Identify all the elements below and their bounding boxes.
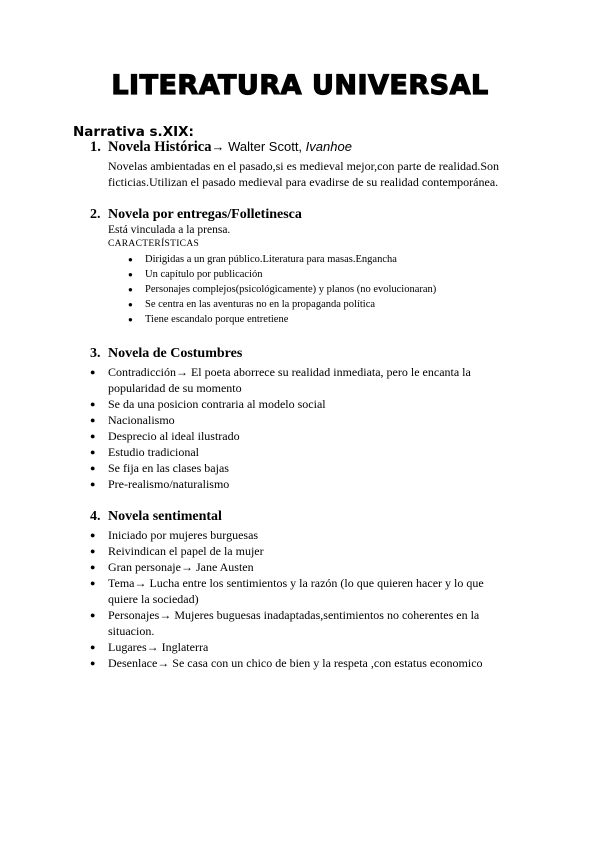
section-1-text: Novelas ambientadas en el pasado,si es medieval mejor,con parte de realidad.Son ficticias.Utilizan el pasado medieval para evadirse de su realidad contemporánea.	[108, 159, 500, 189]
section-title: Novela Histórica	[108, 139, 212, 155]
list-item: ● Pre-realismo/naturalismo	[90, 476, 510, 492]
section-number: 3.	[90, 346, 101, 361]
list-item: ● Tema→ Lucha entre los sentimientos y la razón (lo que quieren hacer y lo que quiere la sociedad)	[90, 575, 510, 607]
list-item: ● Reivindican el papel de la mujer	[90, 543, 510, 559]
section-heading-4	[90, 509, 222, 525]
list-item: ● Desenlace→ Se casa con un chico de bien y la respeta ,con estatus economico	[90, 655, 510, 671]
sentimental-list	[90, 527, 510, 671]
list-item: ● Personajes complejos(psicológicamente) y planos (no evolucionaran)	[128, 282, 436, 297]
section-number: 1.	[90, 139, 101, 155]
list-item: ● Iniciado por mujeres burguesas	[90, 527, 510, 543]
section-number: 4.	[90, 509, 101, 524]
author: Walter Scott,	[224, 139, 306, 154]
section-heading-2	[90, 207, 302, 223]
arrow: →	[211, 139, 225, 154]
section-heading-1	[90, 139, 352, 156]
list-item: ● Dirigidas a un gran público.Literatura para masas.Engancha	[128, 252, 436, 267]
characteristics-list	[128, 252, 436, 327]
page-title: LITERATURA UNIVERSAL	[111, 70, 489, 101]
subtitle: Narrativa s.XIX:	[73, 124, 194, 140]
section-heading-3	[90, 346, 242, 362]
list-item: ● Contradicción→ El poeta aborrece su realidad inmediata, pero le encanta la popularidad de su momento	[90, 364, 510, 396]
list-item: ● Tiene escandalo porque entretiene	[128, 312, 436, 327]
list-item: ● Se da una posicion contraria al modelo social	[90, 396, 510, 412]
list-item: ● Estudio tradicional	[90, 444, 510, 460]
list-item: ● Desprecio al ideal ilustrado	[90, 428, 510, 444]
list-item: ● Un capítulo por publicación	[128, 267, 436, 282]
section-title: Novela de Costumbres	[108, 346, 243, 361]
list-item: ● Gran personaje→ Jane Austen	[90, 559, 510, 575]
list-item: ● Personajes→ Mujeres buguesas inadaptadas,sentimientos no coherentes en la situacion.	[90, 607, 510, 639]
list-item: ● Se centra en las aventuras no en la propaganda política	[128, 297, 436, 312]
work-title: Ivanhoe	[305, 139, 352, 154]
section-2-intro: Está vinculada a la prensa.	[108, 224, 231, 236]
list-item: ● Se fija en las clases bajas	[90, 460, 510, 476]
list-item: ● Lugares→ Inglaterra	[90, 639, 510, 655]
list-item: ● Nacionalismo	[90, 412, 510, 428]
section-number: 2.	[90, 207, 101, 222]
section-title: Novela sentimental	[108, 509, 222, 524]
section-title: Novela por entregas/Folletinesca	[108, 207, 302, 222]
costumbres-list	[90, 364, 510, 492]
characteristics-label: CARACTERÍSTICAS	[108, 239, 200, 249]
